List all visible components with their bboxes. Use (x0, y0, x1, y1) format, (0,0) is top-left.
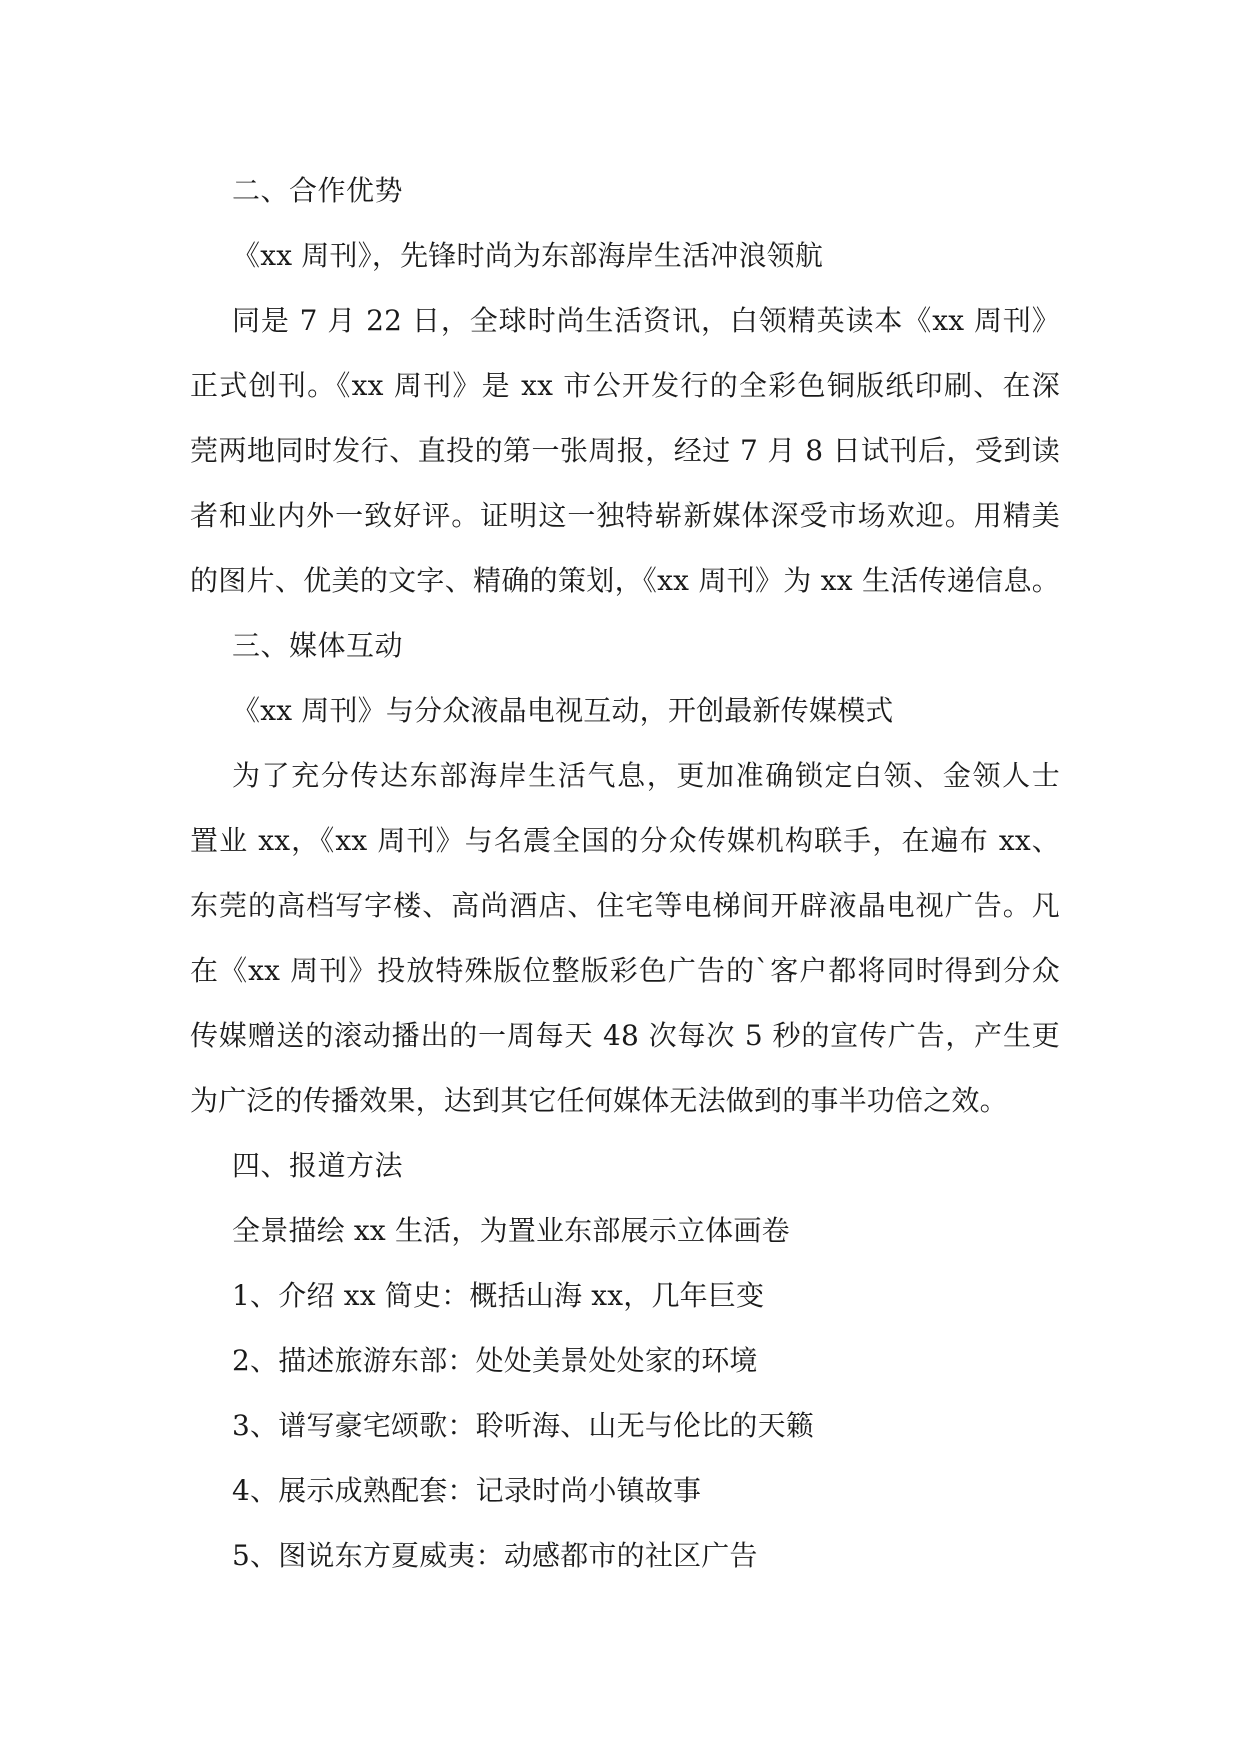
list-item: 5、图说东方夏威夷：动感都市的社区广告 (232, 1539, 758, 1572)
paragraph-line: 莞两地同时发行、直投的第一张周报，经过 7 月 8 日试刊后，受到读 (190, 434, 1060, 467)
section-heading-reporting-methods: 四、报道方法 (232, 1149, 404, 1182)
list-item: 2、描述旅游东部：处处美景处处家的环境 (232, 1344, 758, 1377)
paragraph-line: 同是 7 月 22 日，全球时尚生活资讯，白领精英读本《xx 周刊》 (232, 304, 1060, 337)
paragraph-line: 为了充分传达东部海岸生活气息，更加准确锁定白领、金领人士 (232, 759, 1060, 792)
paragraph-line: 在《xx 周刊》投放特殊版位整版彩色广告的`客户都将同时得到分众 (190, 954, 1060, 987)
paragraph-line: 为广泛的传播效果，达到其它任何媒体无法做到的事半功倍之效。 (190, 1084, 1008, 1117)
subheading-weekly-pioneer: 《xx 周刊》，先锋时尚为东部海岸生活冲浪领航 (232, 239, 824, 272)
paragraph-line: 的图片、优美的文字、精确的策划，《xx 周刊》为 xx 生活传递信息。 (190, 564, 1060, 597)
paragraph-line: 东莞的高档写字楼、高尚酒店、住宅等电梯间开辟液晶电视广告。凡 (190, 889, 1060, 922)
subheading-panorama: 全景描绘 xx 生活，为置业东部展示立体画卷 (232, 1214, 790, 1247)
subheading-lcd-interaction: 《xx 周刊》与分众液晶电视互动，开创最新传媒模式 (232, 694, 894, 727)
list-item: 4、展示成熟配套：记录时尚小镇故事 (232, 1474, 702, 1507)
list-item: 1、介绍 xx 简史：概括山海 xx，几年巨变 (232, 1279, 765, 1312)
paragraph-line: 置业 xx，《xx 周刊》与名震全国的分众传媒机构联手，在遍布 xx、 (190, 824, 1060, 857)
paragraph-line: 正式创刊。《xx 周刊》是 xx 市公开发行的全彩色铜版纸印刷、在深 (190, 369, 1060, 402)
section-heading-media-interaction: 三、媒体互动 (232, 629, 404, 662)
list-item: 3、谱写豪宅颂歌：聆听海、山无与伦比的天籁 (232, 1409, 815, 1442)
section-heading-cooperation-advantages: 二、合作优势 (232, 174, 404, 207)
paragraph-line: 者和业内外一致好评。证明这一独特崭新媒体深受市场欢迎。用精美 (190, 499, 1060, 532)
paragraph-line: 传媒赠送的滚动播出的一周每天 48 次每次 5 秒的宣传广告，产生更 (190, 1019, 1060, 1052)
text-column (190, 158, 1060, 1588)
